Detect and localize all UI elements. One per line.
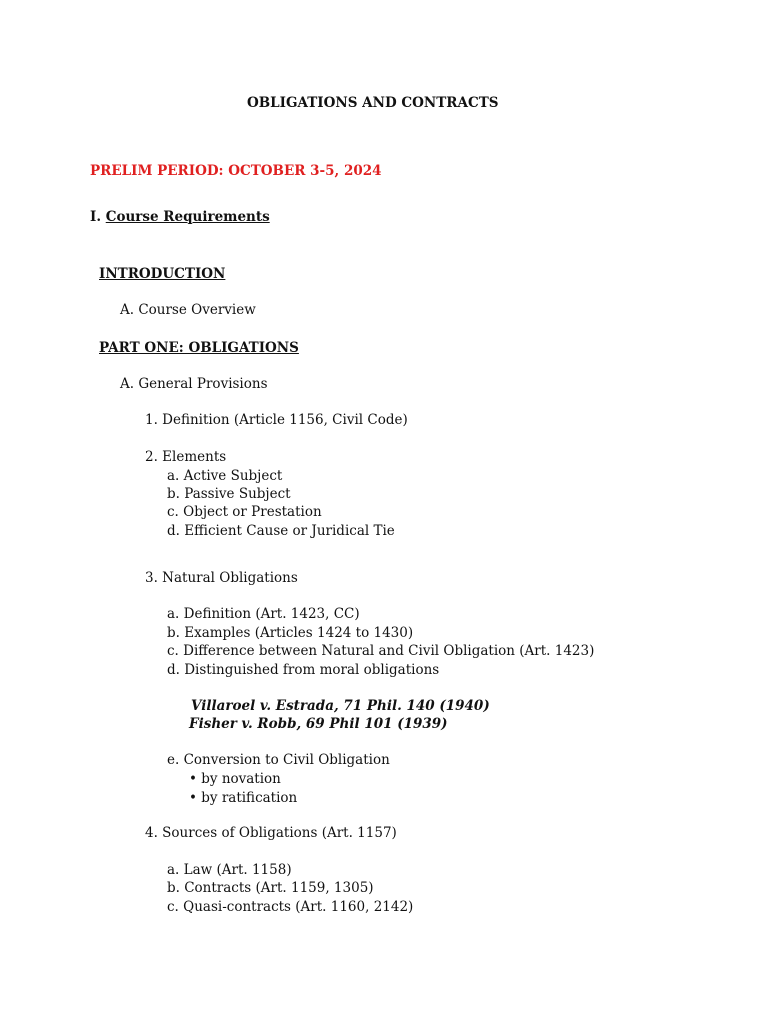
list-item: a. Law (Art. 1158) — [167, 862, 292, 878]
list-item: c. Difference between Natural and Civil Obligation (Art. 1423) — [167, 643, 595, 659]
list-item: a. Definition (Art. 1423, CC) — [167, 606, 360, 622]
definition-item: 1. Definition (Article 1156, Civil Code) — [145, 412, 408, 428]
section-course-requirements — [90, 208, 270, 226]
document-title: OBLIGATIONS AND CONTRACTS — [247, 95, 499, 111]
section-numeral: I. — [90, 209, 102, 225]
sources-heading: 4. Sources of Obligations (Art. 1157) — [145, 825, 397, 841]
list-item: d. Efficient Cause or Juridical Tie — [167, 523, 395, 539]
list-item: b. Passive Subject — [167, 486, 291, 502]
list-item: b. Examples (Articles 1424 to 1430) — [167, 625, 414, 641]
part-one-heading: PART ONE: OBLIGATIONS — [99, 340, 299, 356]
case-citation: Fisher v. Robb, 69 Phil 101 (1939) — [189, 716, 448, 732]
list-item: a. Active Subject — [167, 468, 283, 484]
conversion-heading: e. Conversion to Civil Obligation — [167, 752, 390, 768]
natural-obligations-heading: 3. Natural Obligations — [145, 570, 298, 586]
section-label: Course Requirements — [105, 209, 270, 225]
case-citation: Villaroel v. Estrada, 71 Phil. 140 (1940) — [191, 698, 490, 714]
bullet-item: • by novation — [189, 771, 281, 787]
list-item: c. Object or Prestation — [167, 504, 322, 520]
bullet-item: • by ratification — [189, 790, 298, 806]
list-item: A. Course Overview — [120, 302, 256, 318]
general-provisions-heading: A. General Provisions — [120, 376, 268, 392]
list-item: c. Quasi-contracts (Art. 1160, 2142) — [167, 899, 414, 915]
elements-heading: 2. Elements — [145, 449, 227, 465]
list-item: d. Distinguished from moral obligations — [167, 662, 440, 678]
introduction-heading: INTRODUCTION — [99, 266, 226, 282]
list-item: b. Contracts (Art. 1159, 1305) — [167, 880, 374, 896]
period-heading: PRELIM PERIOD: OCTOBER 3-5, 2024 — [90, 163, 382, 179]
